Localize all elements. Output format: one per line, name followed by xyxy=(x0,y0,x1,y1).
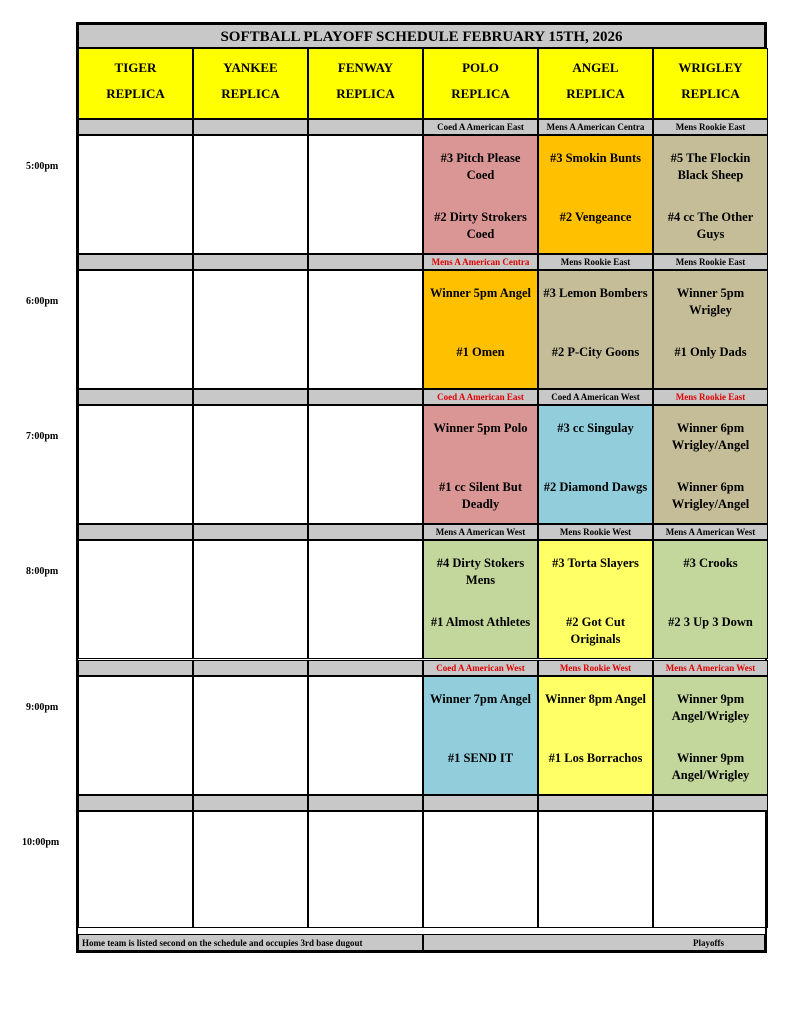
division-label xyxy=(193,119,308,135)
game-cell xyxy=(78,811,193,928)
team-1: #3 Crooks xyxy=(683,556,738,570)
team-1: Winner 9pm Angel/Wrigley xyxy=(671,692,750,723)
game-cell xyxy=(423,270,538,389)
page-title: SOFTBALL PLAYOFF SCHEDULE FEBRUARY 15TH, 2026 xyxy=(78,24,765,48)
game-cell xyxy=(538,811,653,928)
game-cell xyxy=(538,270,653,389)
game-cell xyxy=(193,811,308,928)
schedule-grid xyxy=(76,22,767,953)
division-label: Mens A American Centra xyxy=(423,254,538,270)
game-cell xyxy=(653,540,768,659)
team-1: Winner 6pm Wrigley/Angel xyxy=(671,421,750,452)
field-sub: REPLICA xyxy=(566,86,625,101)
field-sub: REPLICA xyxy=(106,86,165,101)
game-cell xyxy=(308,405,423,524)
team-2: #2 Got Cut Originals xyxy=(565,615,626,646)
game-cell xyxy=(78,540,193,659)
game-cell xyxy=(193,405,308,524)
game-cell xyxy=(78,270,193,389)
division-label xyxy=(78,254,193,270)
field-sub: REPLICA xyxy=(336,86,395,101)
division-label xyxy=(308,119,423,135)
team-2: #1 SEND IT xyxy=(447,751,514,765)
division-label: Mens A American West xyxy=(423,524,538,540)
division-label: Mens A American West xyxy=(653,524,768,540)
game-cell xyxy=(538,135,653,254)
field-sub: REPLICA xyxy=(451,86,510,101)
team-2: #1 Los Borrachos xyxy=(548,751,643,765)
team-1: Winner 5pm Angel xyxy=(430,286,531,300)
time-label: 5:00pm xyxy=(26,161,59,172)
game-cell xyxy=(308,811,423,928)
division-label: Coed A American West xyxy=(423,660,538,676)
field-header-wrigley xyxy=(653,48,768,119)
game-cell xyxy=(423,135,538,254)
team-2: #2 Dirty Strokers Coed xyxy=(434,210,527,241)
team-2: #2 P-City Goons xyxy=(551,345,640,359)
team-2: #1 Only Dads xyxy=(674,345,747,359)
team-1: Winner 8pm Angel xyxy=(545,692,646,706)
field-header-yankee xyxy=(193,48,308,119)
team-1: #3 Smokin Bunts xyxy=(549,151,641,165)
division-label xyxy=(78,389,193,405)
team-1: #3 cc Singulay xyxy=(557,421,634,435)
division-label xyxy=(193,660,308,676)
team-2: Winner 9pm Angel/Wrigley xyxy=(671,751,750,782)
division-label xyxy=(308,254,423,270)
game-cell xyxy=(78,405,193,524)
division-label: Mens Rookie East xyxy=(653,119,768,135)
division-label xyxy=(78,795,193,811)
team-2: #2 3 Up 3 Down xyxy=(668,615,753,629)
division-label: Coed A American West xyxy=(538,389,653,405)
division-label: Mens A American Centra xyxy=(538,119,653,135)
division-label xyxy=(193,254,308,270)
field-name: FENWAY xyxy=(337,60,394,75)
division-label xyxy=(308,660,423,676)
field-name: ANGEL xyxy=(572,60,619,75)
time-label: 9:00pm xyxy=(26,702,59,713)
time-label: 8:00pm xyxy=(26,566,59,577)
game-cell xyxy=(308,135,423,254)
game-cell xyxy=(653,811,768,928)
game-cell xyxy=(653,405,768,524)
footer-note: Home team is listed second on the schedule and occupies 3rd base dugout xyxy=(78,934,423,951)
division-label: Mens Rookie East xyxy=(653,254,768,270)
team-2: Winner 6pm Wrigley/Angel xyxy=(671,480,750,511)
game-cell xyxy=(78,676,193,795)
time-label: 10:00pm xyxy=(22,837,60,848)
game-cell xyxy=(193,676,308,795)
field-name: TIGER xyxy=(114,60,157,75)
division-label: Mens Rookie West xyxy=(538,524,653,540)
division-label: Mens A American West xyxy=(653,660,768,676)
field-sub: REPLICA xyxy=(221,86,280,101)
field-name: WRIGLEY xyxy=(678,60,743,75)
division-label xyxy=(423,795,538,811)
game-cell xyxy=(423,540,538,659)
team-1: Winner 7pm Angel xyxy=(430,692,531,706)
division-label xyxy=(78,660,193,676)
field-header-angel xyxy=(538,48,653,119)
time-label: 7:00pm xyxy=(26,431,59,442)
division-label xyxy=(308,524,423,540)
team-2: #1 Almost Athletes xyxy=(430,615,531,629)
field-name: POLO xyxy=(462,60,499,75)
game-cell xyxy=(308,540,423,659)
division-label xyxy=(193,389,308,405)
team-2: #1 Omen xyxy=(456,345,505,359)
game-cell xyxy=(423,405,538,524)
team-1: #3 Torta Slayers xyxy=(552,556,639,570)
game-cell xyxy=(193,540,308,659)
team-2: #2 Diamond Dawgs xyxy=(543,480,648,494)
division-label xyxy=(308,389,423,405)
division-label xyxy=(78,119,193,135)
division-label xyxy=(308,795,423,811)
team-2: #2 Vengeance xyxy=(559,210,632,224)
game-cell xyxy=(78,135,193,254)
team-1: #4 Dirty Stokers Mens xyxy=(436,556,525,587)
time-label: 6:00pm xyxy=(26,296,59,307)
game-cell xyxy=(653,676,768,795)
division-label xyxy=(193,795,308,811)
game-cell xyxy=(538,405,653,524)
game-cell xyxy=(423,811,538,928)
game-cell xyxy=(308,270,423,389)
game-cell xyxy=(308,676,423,795)
game-cell xyxy=(193,135,308,254)
division-label xyxy=(78,524,193,540)
game-cell xyxy=(423,676,538,795)
game-cell xyxy=(193,270,308,389)
game-cell xyxy=(538,540,653,659)
division-label xyxy=(653,795,768,811)
field-header-fenway xyxy=(308,48,423,119)
division-label: Coed A American East xyxy=(423,119,538,135)
game-cell xyxy=(538,676,653,795)
team-1: Winner 5pm Polo xyxy=(433,421,528,435)
division-label: Mens Rookie East xyxy=(653,389,768,405)
team-1: #5 The Flockin Black Sheep xyxy=(670,151,751,182)
division-label xyxy=(538,795,653,811)
division-label: Mens Rookie East xyxy=(538,254,653,270)
footer-label: Playoffs xyxy=(423,934,765,951)
division-label xyxy=(193,524,308,540)
field-header-tiger xyxy=(78,48,193,119)
team-1: #3 Lemon Bombers xyxy=(543,286,648,300)
team-2: #1 cc Silent But Deadly xyxy=(439,480,522,511)
team-2: #4 cc The Other Guys xyxy=(667,210,754,241)
division-label: Mens Rookie West xyxy=(538,660,653,676)
field-sub: REPLICA xyxy=(681,86,740,101)
field-name: YANKEE xyxy=(223,60,278,75)
division-label: Coed A American East xyxy=(423,389,538,405)
team-1: Winner 5pm Wrigley xyxy=(676,286,745,317)
game-cell xyxy=(653,135,768,254)
game-cell xyxy=(653,270,768,389)
team-1: #3 Pitch Please Coed xyxy=(440,151,521,182)
field-header-polo xyxy=(423,48,538,119)
